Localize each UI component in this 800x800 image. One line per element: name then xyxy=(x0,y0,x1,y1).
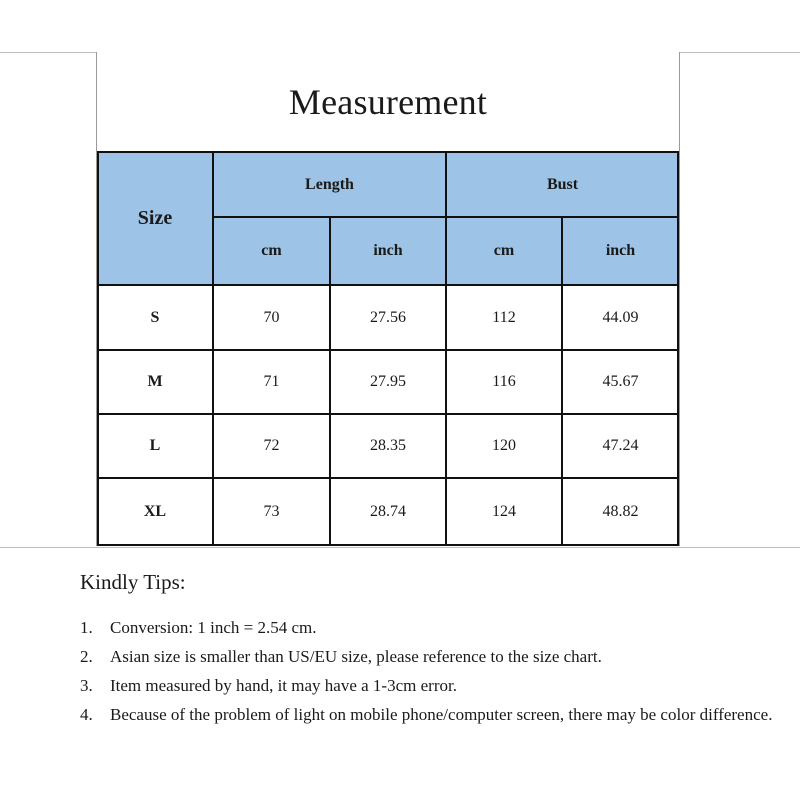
table-cell: 28.35 xyxy=(330,414,446,478)
tip-number: 4. xyxy=(80,705,93,724)
grid-line xyxy=(97,413,679,415)
tip-text: Asian size is smaller than US/EU size, please reference to the size chart. xyxy=(110,647,602,666)
tips-title: Kindly Tips: xyxy=(80,570,186,594)
list-item xyxy=(80,671,780,700)
bust-inch-header: inch xyxy=(562,217,679,285)
table-cell: 47.24 xyxy=(562,414,679,478)
tip-text: Conversion: 1 inch = 2.54 cm. xyxy=(110,618,317,637)
table-cell: 70 xyxy=(213,285,330,350)
table-cell: 27.95 xyxy=(330,350,446,414)
tip-text: Because of the problem of light on mobile phone/computer screen, there may be color difference. xyxy=(110,705,773,724)
tip-number: 2. xyxy=(80,647,93,666)
table-cell: 44.09 xyxy=(562,285,679,350)
table-cell: 48.82 xyxy=(562,478,679,546)
grid-line xyxy=(97,477,679,479)
list-item xyxy=(80,613,780,642)
grid-line xyxy=(97,151,679,153)
bust-group-header: Bust xyxy=(446,152,679,217)
bust-cm-header: cm xyxy=(446,217,562,285)
table-cell: 120 xyxy=(446,414,562,478)
grid-line xyxy=(329,217,331,546)
table-cell: 73 xyxy=(213,478,330,546)
grid-line xyxy=(677,152,679,546)
table-cell: 45.67 xyxy=(562,350,679,414)
size-header: Size xyxy=(97,152,213,285)
grid-line xyxy=(97,349,679,351)
grid-line xyxy=(212,152,214,546)
length-cm-header: cm xyxy=(213,217,330,285)
table-row-size: L xyxy=(97,414,213,478)
tips-list xyxy=(80,613,780,729)
grid-line xyxy=(445,152,447,546)
length-inch-header: inch xyxy=(330,217,446,285)
table-cell: 112 xyxy=(446,285,562,350)
tip-number: 3. xyxy=(80,676,93,695)
list-item xyxy=(80,642,780,671)
table-cell: 71 xyxy=(213,350,330,414)
table-row-size: XL xyxy=(97,478,213,546)
table-cell: 28.74 xyxy=(330,478,446,546)
table-cell: 124 xyxy=(446,478,562,546)
tip-text: Item measured by hand, it may have a 1-3cm error. xyxy=(110,676,457,695)
grid-line xyxy=(97,284,679,286)
grid-line xyxy=(561,217,563,546)
bottom-divider xyxy=(0,547,800,548)
table-row-size: M xyxy=(97,350,213,414)
measurement-table xyxy=(96,52,680,546)
grid-line xyxy=(97,152,99,546)
table-row-size: S xyxy=(97,285,213,350)
kindly-tips xyxy=(80,570,780,729)
table-cell: 27.56 xyxy=(330,285,446,350)
table-title: Measurement xyxy=(288,82,488,122)
grid-line xyxy=(97,544,679,546)
tip-number: 1. xyxy=(80,618,93,637)
table-cell: 72 xyxy=(213,414,330,478)
length-group-header: Length xyxy=(213,152,446,217)
table-cell: 116 xyxy=(446,350,562,414)
list-item xyxy=(80,700,780,729)
